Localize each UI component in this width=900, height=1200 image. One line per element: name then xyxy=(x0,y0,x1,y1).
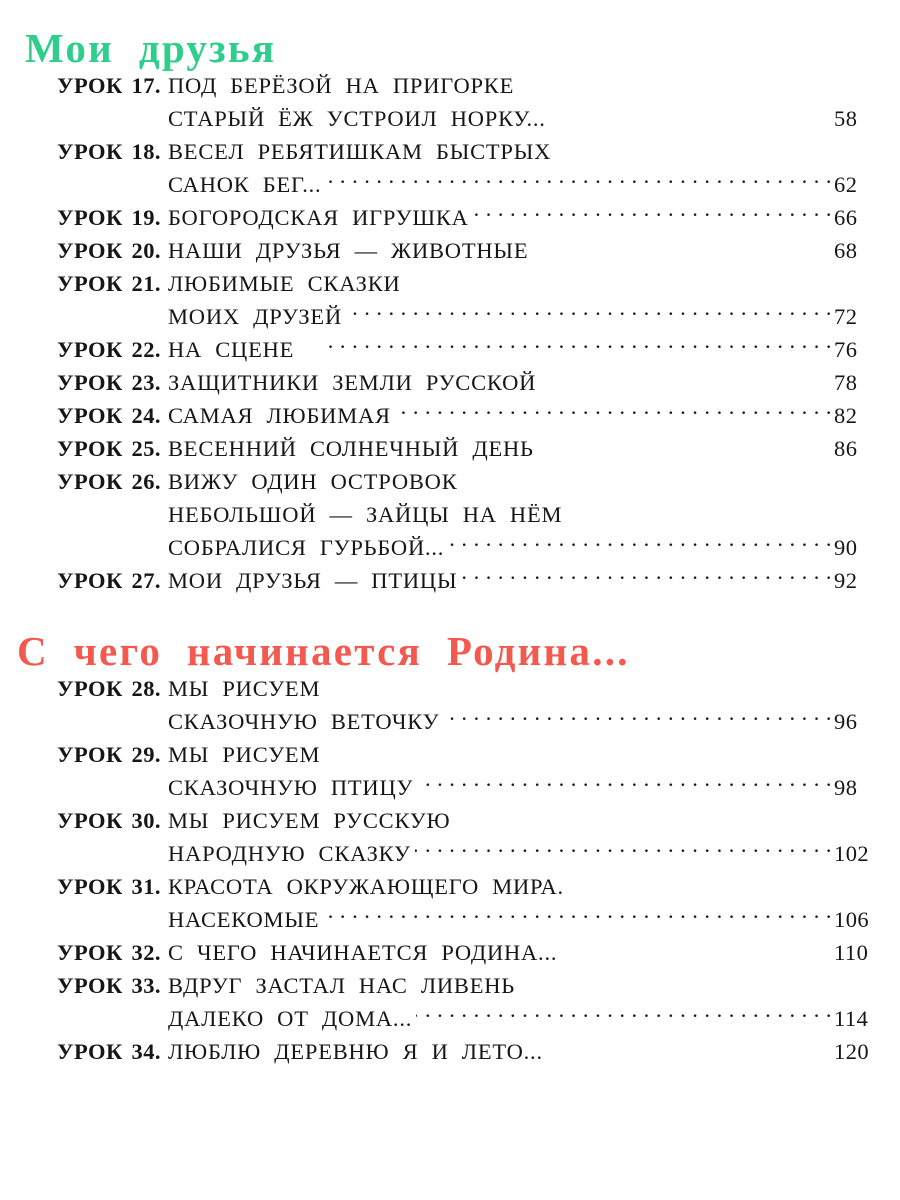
toc-entry-title-text: ЛЮБЛЮ ДЕРЕВНЮ Я И ЛЕТО... xyxy=(168,1039,543,1064)
toc-entry-title-text: НАРОДНУЮ СКАЗКУ xyxy=(168,841,411,866)
toc-entry-title-text: СТАРЫЙ ЁЖ УСТРОИЛ НОРКУ... xyxy=(168,106,546,131)
toc-entry[interactable] xyxy=(0,969,900,1035)
toc-entry-title-text: МЫ РИСУЕМ xyxy=(168,742,321,767)
toc-entry-title-line xyxy=(168,531,900,564)
toc-entry-body xyxy=(168,135,900,201)
toc-entry-page-number: 114 xyxy=(834,1006,869,1031)
toc-entry[interactable] xyxy=(0,672,900,738)
toc-entry-page-number: 120 xyxy=(834,1039,870,1064)
dot-leader xyxy=(568,878,832,894)
section-heading-moi-druzya: Мои друзья xyxy=(25,25,277,71)
toc-entry[interactable] xyxy=(0,804,900,870)
toc-entry-label: УРОК 28. xyxy=(57,676,161,701)
toc-entry-body xyxy=(168,432,900,465)
toc-entry-page-number: 92 xyxy=(834,568,858,593)
toc-entry-title-text: ЛЮБИМЫЕ СКАЗКИ xyxy=(168,271,401,296)
toc-entry[interactable] xyxy=(0,399,900,432)
toc-entry-title-line xyxy=(168,465,900,498)
dot-leader xyxy=(540,374,832,390)
dot-leader xyxy=(555,143,832,159)
toc-list-section-1 xyxy=(0,69,900,597)
toc-entry-page-number: 72 xyxy=(834,304,858,329)
toc-entry-label: УРОК 31. xyxy=(57,874,161,899)
toc-entry-title-line xyxy=(168,804,900,837)
toc-entry-body xyxy=(168,465,900,564)
toc-entry-title-line xyxy=(168,135,900,168)
toc-entry-label: УРОК 29. xyxy=(57,742,161,767)
toc-entry-page-number: 86 xyxy=(834,436,858,461)
toc-entry-page-number: 90 xyxy=(834,535,858,560)
toc-entry-title-text: САНОК БЕГ... xyxy=(168,172,322,197)
dot-leader xyxy=(461,572,832,588)
toc-entry-page-number: 76 xyxy=(834,337,858,362)
toc-entry-body xyxy=(168,564,900,597)
toc-entry-title-line xyxy=(168,267,900,300)
toc-entry-title-line xyxy=(168,69,900,102)
dot-leader xyxy=(448,539,832,555)
toc-entry-title-text: БОГОРОДСКАЯ ИГРУШКА xyxy=(168,205,469,230)
toc-entry-page-number: 58 xyxy=(834,106,858,131)
toc-entry-title-line xyxy=(168,936,900,969)
dot-leader xyxy=(325,176,832,192)
toc-entry-label: УРОК 23. xyxy=(57,370,161,395)
toc-entry-title-text: ДАЛЕКО ОТ ДОМА... xyxy=(168,1006,413,1031)
dot-leader xyxy=(405,275,832,291)
toc-entry-title-line xyxy=(168,705,900,738)
dot-leader xyxy=(566,506,832,522)
toc-entry-body xyxy=(168,366,900,399)
toc-entry-label: УРОК 21. xyxy=(57,271,161,296)
toc-entry-label: УРОК 27. xyxy=(57,568,161,593)
toc-entry-title-text: САМАЯ ЛЮБИМАЯ xyxy=(168,403,391,428)
toc-entry-title-text: С ЧЕГО НАЧИНАЕТСЯ РОДИНА... xyxy=(168,940,558,965)
toc-entry-title-text: ПОД БЕРЁЗОЙ НА ПРИГОРКЕ xyxy=(168,73,515,98)
toc-entry-title-text: НАШИ ДРУЗЬЯ — ЖИВОТНЫЕ xyxy=(168,238,529,263)
toc-entry-body xyxy=(168,333,900,366)
toc-entry-title-text: НЕБОЛЬШОЙ — ЗАЙЦЫ НА НЁМ xyxy=(168,502,563,527)
toc-entry-label: УРОК 30. xyxy=(57,808,161,833)
toc-entry-title-line xyxy=(168,738,900,771)
toc-entry-label: УРОК 26. xyxy=(57,469,161,494)
dot-leader xyxy=(324,680,832,696)
toc-entry-body xyxy=(168,201,900,234)
toc-list-section-2 xyxy=(0,672,900,1068)
toc-entry-label: УРОК 24. xyxy=(57,403,161,428)
dot-leader xyxy=(443,713,832,729)
toc-entry-title-line xyxy=(168,333,900,366)
toc-entry-body xyxy=(168,267,900,333)
toc-entry-title-line xyxy=(168,366,900,399)
toc-entry[interactable] xyxy=(0,267,900,333)
dot-leader xyxy=(519,977,832,993)
toc-entry-title-text: СКАЗОЧНУЮ ПТИЦУ xyxy=(168,775,414,800)
toc-entry-page-number: 110 xyxy=(834,940,869,965)
toc-entry-title-line xyxy=(168,837,900,870)
toc-entry-title-text: МЫ РИСУЕМ xyxy=(168,676,321,701)
dot-leader xyxy=(346,308,832,324)
toc-entry-page-number: 62 xyxy=(834,172,858,197)
toc-entry-title-text: НАСЕКОМЫЕ xyxy=(168,907,320,932)
toc-entry-title-line xyxy=(168,102,900,135)
dot-leader xyxy=(550,110,832,126)
toc-entry[interactable] xyxy=(0,69,900,135)
toc-entry-page-number: 98 xyxy=(834,775,858,800)
dot-leader xyxy=(415,845,832,861)
toc-entry[interactable] xyxy=(0,234,900,267)
toc-entry-title-text: ВДРУГ ЗАСТАЛ НАС ЛИВЕНЬ xyxy=(168,973,515,998)
dot-leader xyxy=(417,779,832,795)
toc-entry-label: УРОК 33. xyxy=(57,973,161,998)
toc-entry-body xyxy=(168,672,900,738)
dot-leader xyxy=(532,242,832,258)
toc-entry-title-line xyxy=(168,564,900,597)
toc-entry-page-number: 106 xyxy=(834,907,870,932)
toc-entry-label: УРОК 22. xyxy=(57,337,161,362)
dot-leader xyxy=(324,746,832,762)
toc-entry-body xyxy=(168,399,900,432)
toc-entry-title-line xyxy=(168,399,900,432)
toc-entry-body xyxy=(168,1035,900,1068)
toc-entry-title-line xyxy=(168,903,900,936)
toc-entry-label: УРОК 25. xyxy=(57,436,161,461)
toc-entry-label: УРОК 32. xyxy=(57,940,161,965)
dot-leader xyxy=(462,473,832,489)
toc-entry-title-line xyxy=(168,1002,900,1035)
toc-entry-body xyxy=(168,936,900,969)
toc-entry-page-number: 102 xyxy=(834,841,870,866)
toc-entry[interactable] xyxy=(0,738,900,804)
toc-entry[interactable] xyxy=(0,432,900,465)
toc-entry[interactable] xyxy=(0,870,900,936)
toc-entry-label: УРОК 17. xyxy=(57,73,161,98)
toc-entry-title-text: МЫ РИСУЕМ РУССКУЮ xyxy=(168,808,451,833)
toc-entry-title-text: МОИХ ДРУЗЕЙ xyxy=(168,304,342,329)
toc-entry-title-line xyxy=(168,201,900,234)
dot-leader xyxy=(395,407,832,423)
toc-entry-title-line xyxy=(168,969,900,1002)
section-heading-s-chego-nachinaetsya-rodina: С чего начинается Родина... xyxy=(17,628,630,674)
toc-entry-title-line xyxy=(168,870,900,903)
toc-entry-title-line xyxy=(168,771,900,804)
dot-leader xyxy=(298,341,832,357)
dot-leader xyxy=(473,209,832,225)
toc-entry[interactable] xyxy=(0,135,900,201)
dot-leader xyxy=(323,911,832,927)
toc-entry-title-line xyxy=(168,168,900,201)
dot-leader xyxy=(561,944,832,960)
toc-entry-title-text: ВЕСЕЛ РЕБЯТИШКАМ БЫСТРЫХ xyxy=(168,139,552,164)
toc-entry[interactable] xyxy=(0,1035,900,1068)
toc-entry-title-line xyxy=(168,234,900,267)
toc-entry[interactable] xyxy=(0,465,900,564)
toc-entry[interactable] xyxy=(0,333,900,366)
toc-entry[interactable] xyxy=(0,366,900,399)
toc-entry-page-number: 68 xyxy=(834,238,858,263)
toc-entry-page-number: 82 xyxy=(834,403,858,428)
toc-entry-title-line xyxy=(168,1035,900,1068)
dot-leader xyxy=(454,812,832,828)
toc-entry-title-text: ВЕСЕННИЙ СОЛНЕЧНЫЙ ДЕНЬ xyxy=(168,436,534,461)
toc-entry-title-line xyxy=(168,498,900,531)
toc-entry-title-text: ВИЖУ ОДИН ОСТРОВОК xyxy=(168,469,458,494)
toc-entry-title-line xyxy=(168,672,900,705)
dot-leader xyxy=(518,77,832,93)
dot-leader xyxy=(416,1010,832,1026)
toc-entry-title-text: МОИ ДРУЗЬЯ — ПТИЦЫ xyxy=(168,568,458,593)
toc-entry-title-text: НА СЦЕНЕ xyxy=(168,337,295,362)
toc-entry-page-number: 96 xyxy=(834,709,858,734)
toc-entry-body xyxy=(168,234,900,267)
toc-entry-body xyxy=(168,804,900,870)
toc-entry-body xyxy=(168,69,900,135)
toc-entry-title-text: ЗАЩИТНИКИ ЗЕМЛИ РУССКОЙ xyxy=(168,370,537,395)
toc-entry-title-line xyxy=(168,432,900,465)
dot-leader xyxy=(538,440,832,456)
toc-entry-title-text: СОБРАЛИСЯ ГУРЬБОЙ... xyxy=(168,535,445,560)
toc-entry-label: УРОК 20. xyxy=(57,238,161,263)
toc-entry[interactable] xyxy=(0,201,900,234)
toc-entry-body xyxy=(168,969,900,1035)
toc-entry-label: УРОК 19. xyxy=(57,205,161,230)
toc-entry-label: УРОК 34. xyxy=(57,1039,161,1064)
toc-entry[interactable] xyxy=(0,936,900,969)
toc-entry-title-line xyxy=(168,300,900,333)
toc-entry-title-text: КРАСОТА ОКРУЖАЮЩЕГО МИРА. xyxy=(168,874,564,899)
toc-entry-title-text: СКАЗОЧНУЮ ВЕТОЧКУ xyxy=(168,709,440,734)
toc-entry-page-number: 66 xyxy=(834,205,858,230)
toc-entry-label: УРОК 18. xyxy=(57,139,161,164)
toc-entry[interactable] xyxy=(0,564,900,597)
toc-entry-body xyxy=(168,870,900,936)
toc-entry-page-number: 78 xyxy=(834,370,858,395)
dot-leader xyxy=(547,1043,832,1059)
toc-entry-body xyxy=(168,738,900,804)
